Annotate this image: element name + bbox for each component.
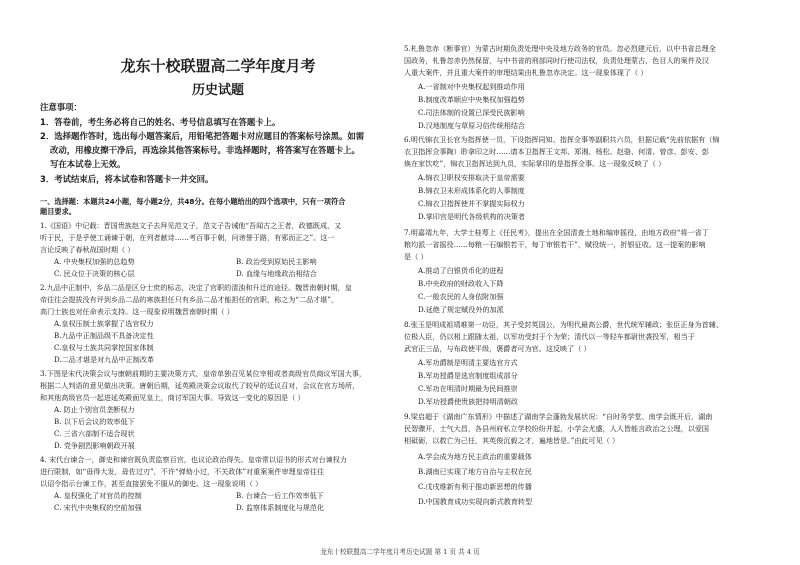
question-9-text: 相砥砺，以救亡为己任，其英俊沉毅之才，遍地皆是。”由此可见（ ） [404,436,620,445]
notice-item: 写在本试卷上无效。 [50,159,126,169]
question-5-text: 国政务，札鲁忽赤仍然保留，与中书省的刑部同时行使司法权，负责处理蒙古、色目人的案件及汉 [404,56,710,65]
question-1-text: 听于民，于是乎使工诵谏于朝，在列者献诗……考百事于朝，问谤誉于路，有邪而正之”。这一 [40,233,335,242]
question-3-option-b: B. 以下后会议的效率低下 [54,417,135,426]
question-2-text: 高门士族也对任命表示支持。这一现象说明魏晋南朝时期（ ） [40,307,234,316]
question-6-text: 焕在家饮吃”，锦衣卫指挥达到九员，实际掌印的是指挥佥事。这一现象反映了（ ） [404,159,666,168]
question-5-option-c: C.司法体制的设置已深受民族影响 [418,108,525,117]
question-2-text: 2.九品中正制中，乡品二品是区分士庶的标志，决定了官职的清浊和升迁的途径。魏晋南朝时期，皇 [40,283,352,292]
question-6-text: 衣卫指挥佥事陶）聆拿印之时……请本卫指挥王文邦、郑湘、杨松、赵骆、何清、曾彦、彭安、彭 [404,147,710,156]
question-6-text: 6.明代锦衣卫长官为指挥使一员，下设指挥同知、指挥佥事等副职共六员，但据记载“先前依据有（锦 [404,135,720,144]
question-9-text: 9.梁启超于《湖南广东情形》中描述了湖南学会蓬勃发展状况：“自时务学堂、南学会既开后，湖南 [404,412,713,421]
question-8-option-b: B.军功授爵是选官制度组成部分 [418,371,518,380]
question-7-option-d: D.延绝了规定赋役外的加派 [418,305,504,314]
question-6-option-a: A.锦衣卫职权安排取决于皇帝需要 [418,173,525,182]
notice-item: 3．考试结束后，将本试卷和答题卡一并交回。 [40,174,214,184]
page-footer: 龙东十校联盟高二学年度月考历史试题 第 1 页 共 4 页 [320,548,480,556]
question-5-option-a: A.一省制对中央集权起到推动作用 [418,82,525,91]
question-6-option-c: C.锦衣卫指挥使并不掌握实际权力 [418,199,525,208]
question-5-option-b: B.制度改革顺应中央集权加强趋势 [418,95,525,104]
question-8-option-c: C.军功在明清时期最为民间推崇 [418,384,518,393]
question-2-option-d: D.二品才堪是对九品中正制改革 [54,355,154,364]
question-1-text: 1.《国语》中记载：晋国贵族赵文子去拜见范文子，范文子告诫他“吾闻古之王者，政德既成，又 [40,221,342,230]
question-4-text: 4. 宋代台谏合一，御史和谏官既负责监察百官，也议论政治得失。皇帝常以诏书的形式对台谏权力 [40,455,347,464]
section-heading: 一、选择题：本题共24小题，每小题2分，共48分。在每小题给出的四个选项中，只有一项符合 [40,197,346,206]
question-6-option-b: B.锦衣卫未形成体系化的人事制度 [418,186,525,195]
question-8-text: 位极人臣，仍以相上跟随太祖，以军功受封于个为荣；清代以一等轻车都尉世袭投军，相当于 [404,332,695,341]
question-4-option-a: A. 皇权强化了对官员的控制 [54,491,142,500]
question-1-option-a: A. 中央集权加强的总趋势 [54,257,135,266]
question-9-option-a: A.学会成为地方民主政治的重要载体 [418,452,532,461]
question-3-text: 和其他高级官员一起进延英殿面见皇上，商讨军国大事。导致这一变化的原因是（ ） [40,393,305,402]
question-4-option-c: C. 宋代中央集权的空前加强 [54,503,142,512]
question-5-text: 人重大案件，并且重大案件的审理结果由札鲁忽赤决定。这一现象体现了（ ） [404,68,648,77]
question-1-option-d: D. 血缘与地缘政治相结合 [236,269,317,278]
question-9-option-b: B.湖南已实现了地方自治与主权在民 [418,467,532,476]
question-5-text: 5.札鲁忽赤（断事官）为蒙古时期负责处理中央及地方政务的官员。忽必烈建元后，以中书省总理全 [404,44,716,53]
question-9-option-c: C.戊戌维新有利于推动新思想的传播 [418,482,532,491]
question-9-option-d: D.中国教育成功实现向新式教育转型 [418,497,533,506]
question-4-option-d: D. 监察体系制度化与规范化 [236,503,324,512]
question-2-option-b: B.九品中正制品级不具备决定性 [54,331,154,340]
question-7-option-c: C.一般农民的人身依附加强 [418,292,504,301]
question-2-option-c: C.皇权与士族共同掌控国家体制 [54,343,154,352]
question-3-text: 根据二人判语的意见做出决策。唐朝后期，延英殿决策会议取代了较早的廷议召对，会议在官方场所， [40,381,360,390]
question-8-option-d: D.军功授爵使贵族把持明清朝政 [418,397,518,406]
question-7-option-a: A.推动了白银货币化的进程 [418,266,504,275]
question-4-text: 以诏令指示台谏工作，甚至直接罢免不服从的御史。这一现象说明（ ） [40,479,263,488]
notice-heading: 注意事项： [40,102,82,112]
question-8-option-a: A.军功爵制是明清主要选官方式 [418,358,518,367]
question-8-text: 8.张玉是明成祖靖难第一功臣，其子受封英国公，为明代最高公爵，世代统军辅政；张臣正身为首辅、 [404,320,723,329]
question-7-text: 粮均派一省摇役……每粮一石编银若干，每丁审银若干”，赋役统一，折银征收。这一提案的影响 [404,240,706,249]
question-9-text: 民智骤开，士气大昌，各县州府私立学校纷纷并起，小学会尤盛，人人皆能言政治之公理，以爱国 [404,424,710,433]
notice-item: 2．选择题作答时，选出每小题答案后，用铅笔把答题卡对应题目的答案标号涂黑。如需 [40,131,365,141]
question-8-text: 武官正三品，与布政使平级，褒爵者可为官。这反映了（ ） [404,344,591,353]
question-7-text: 是（ ） [404,252,428,261]
question-5-option-d: D.汉地制度与草原习俗传统相结合 [418,121,526,130]
notice-item: 1．答卷前，考生务必将自己的姓名、考号信息填写在答题卡上。 [40,117,281,127]
question-2-option-a: A.皇权压制士族掌握了选官权力 [54,319,154,328]
question-4-text: 进行限制，如“毋得大发，毋佐过刃”，不许“弹劾小过，不关政体”对重案案件审理皇帝往往 [40,467,325,476]
question-3-text: 3.下图是宋代决策会议与康朝前期的主要决策方式，皇帝单独召见某位宰相或者高级官员商议军国大事， [40,369,366,378]
question-2-text: 帝往往会提拔没有评到乡品二品的寒族担任只有乡品二品才能担任的官职，称之为“二品才堪”， [40,295,339,304]
question-1-option-b: B. 政治受到原始民主影响 [236,257,317,266]
section-heading-cont: 题目要求。 [40,207,76,216]
question-3-option-d: D. 党争剧烈影响朝政开展 [54,441,135,450]
question-3-option-c: C. 三省六部制不适合现状 [54,429,135,438]
exam-title: 龙东十校联盟高二学年度月考 [120,57,316,75]
question-1-text: 言论反映了春秋战国时期（ ） [40,245,135,254]
question-1-option-c: C. 民众位于决策的核心层 [54,269,135,278]
question-7-text: 7.明嘉靖九年，大学士桂萼上《任民考》，提出在全国清查土地和编审摇役，由地方政府“将一省丁 [404,228,709,237]
question-3-option-a: A. 防止个别官员垄断权力 [54,405,135,414]
question-6-option-d: D.掌印官是明代各级机构的决策者 [418,212,526,221]
exam-subtitle: 历史试题 [191,83,244,98]
notice-item: 改动，用橡皮擦干净后，再选涂其他答案标号。非选择题时，将答案写在答题卡上。 [50,145,360,155]
question-4-option-b: B. 台谏合一后工作效率低下 [236,491,324,500]
question-7-option-b: B.中央政府的财政收入下降 [418,279,504,288]
